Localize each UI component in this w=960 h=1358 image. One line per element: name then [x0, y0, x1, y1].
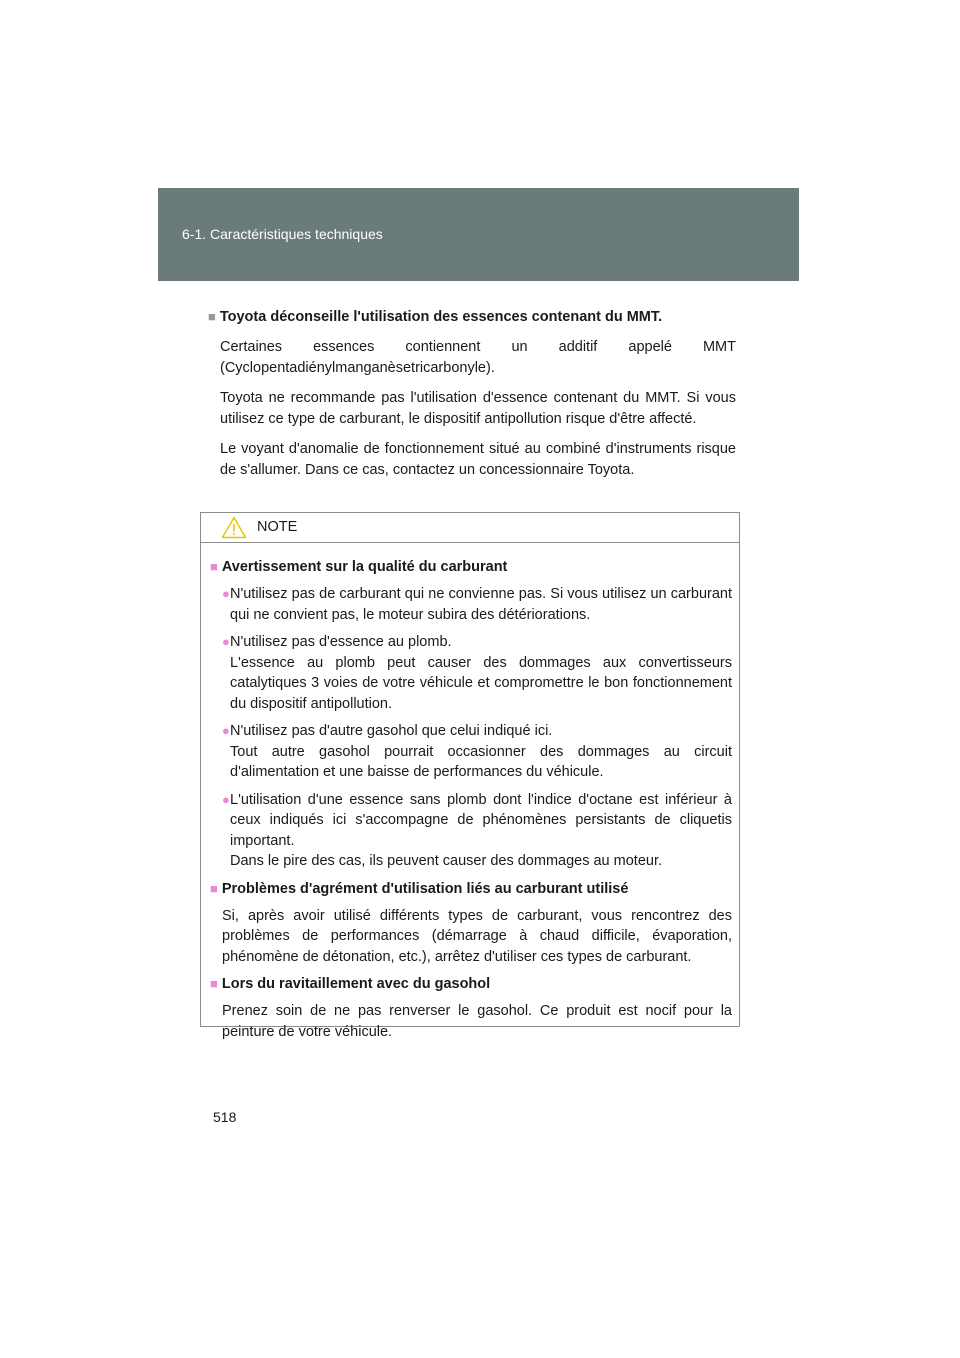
note-heading-fuel-quality — [210, 557, 732, 577]
list-item-text: L'essence au plomb peut causer des dommages aux convertisseurs catalytiques 3 voies de votre véhicule et compromettre le bon fonctionnement du dispositif antipollution. — [230, 654, 732, 712]
list-item — [210, 632, 732, 714]
list-item — [210, 584, 732, 625]
paragraph: Le voyant d'anomalie de fonctionnement situé au combiné d'instruments risque de s'allumer. Dans ce cas, contactez un concessionnaire Toyota. — [220, 441, 736, 478]
square-bullet-icon: ■ — [210, 880, 218, 896]
note-paragraph: Si, après avoir utilisé différents types de carburant, vous rencontrez des problèmes de performances (démarrage à chaud difficile, évaporation, phénomène de détonation, etc.), arrêtez d'utiliser ces types de carburant. — [222, 907, 732, 965]
list-item-text: N'utilisez pas de carburant qui ne convienne pas. Si vous utilisez un carburant qui ne convient pas, le moteur subira des détériorations. — [230, 586, 732, 623]
note-heading-text: Problèmes d'agrément d'utilisation liés au carburant utilisé — [221, 880, 629, 897]
round-bullet-icon: ● — [222, 723, 230, 738]
round-bullet-icon: ● — [222, 791, 230, 807]
note-title: NOTE — [257, 519, 298, 535]
square-bullet-icon: ■ — [208, 309, 216, 324]
paragraph: Certaines essences contiennent un additif appelé MMT (Cyclopentadiénylmanganèsetricarbonyle). — [220, 339, 736, 376]
note-paragraph: Prenez soin de ne pas renverser le gasohol. Ce produit est nocif pour la peinture de votre véhicule. — [222, 1003, 732, 1040]
list-item-text: N'utilisez pas d'essence au plomb. — [230, 634, 452, 650]
note-body — [201, 543, 739, 1042]
note-heading-driveability — [210, 879, 732, 899]
note-header — [201, 513, 739, 543]
round-bullet-icon: ● — [222, 634, 230, 649]
note-heading-gasohol — [210, 974, 732, 994]
note-heading-text: Avertissement sur la qualité du carburant — [221, 559, 508, 575]
section-title: 6-1. Caractéristiques techniques — [182, 226, 383, 242]
paragraph: Toyota ne recommande pas l'utilisation d'essence contenant du MMT. Si vous utilisez ce type de carburant, le dispositif antipollution risque d'être affecté. — [220, 390, 736, 427]
section-header — [158, 188, 799, 281]
list-item — [210, 721, 732, 783]
warning-triangle-icon — [221, 516, 247, 539]
list-item-text: N'utilisez pas d'autre gasohol que celui indiqué ici. — [230, 723, 553, 739]
list-item-text: L'utilisation d'une essence sans plomb dont l'indice d'octane est inférieur à ceux indiqués ici s'accompagne de phénomènes persistants de cliquetis important. — [230, 791, 732, 849]
list-item-text: Dans le pire des cas, ils peuvent causer des dommages au moteur. — [230, 853, 663, 869]
square-bullet-icon: ■ — [210, 559, 218, 574]
mmt-heading — [208, 307, 736, 327]
mmt-heading-text: Toyota déconseille l'utilisation des essences contenant du MMT. — [219, 309, 663, 325]
note-heading-text: Lors du ravitaillement avec du gasohol — [221, 976, 491, 992]
list-item — [210, 790, 732, 872]
list-item-text: Tout autre gasohol pourrait occasionner des dommages au circuit d'alimentation et une baisse de performances du véhicule. — [230, 743, 732, 780]
square-bullet-icon: ■ — [210, 976, 218, 991]
mmt-section — [208, 307, 736, 490]
note-box — [200, 512, 740, 1040]
round-bullet-icon: ● — [222, 586, 230, 601]
page-number: 518 — [213, 1109, 237, 1125]
